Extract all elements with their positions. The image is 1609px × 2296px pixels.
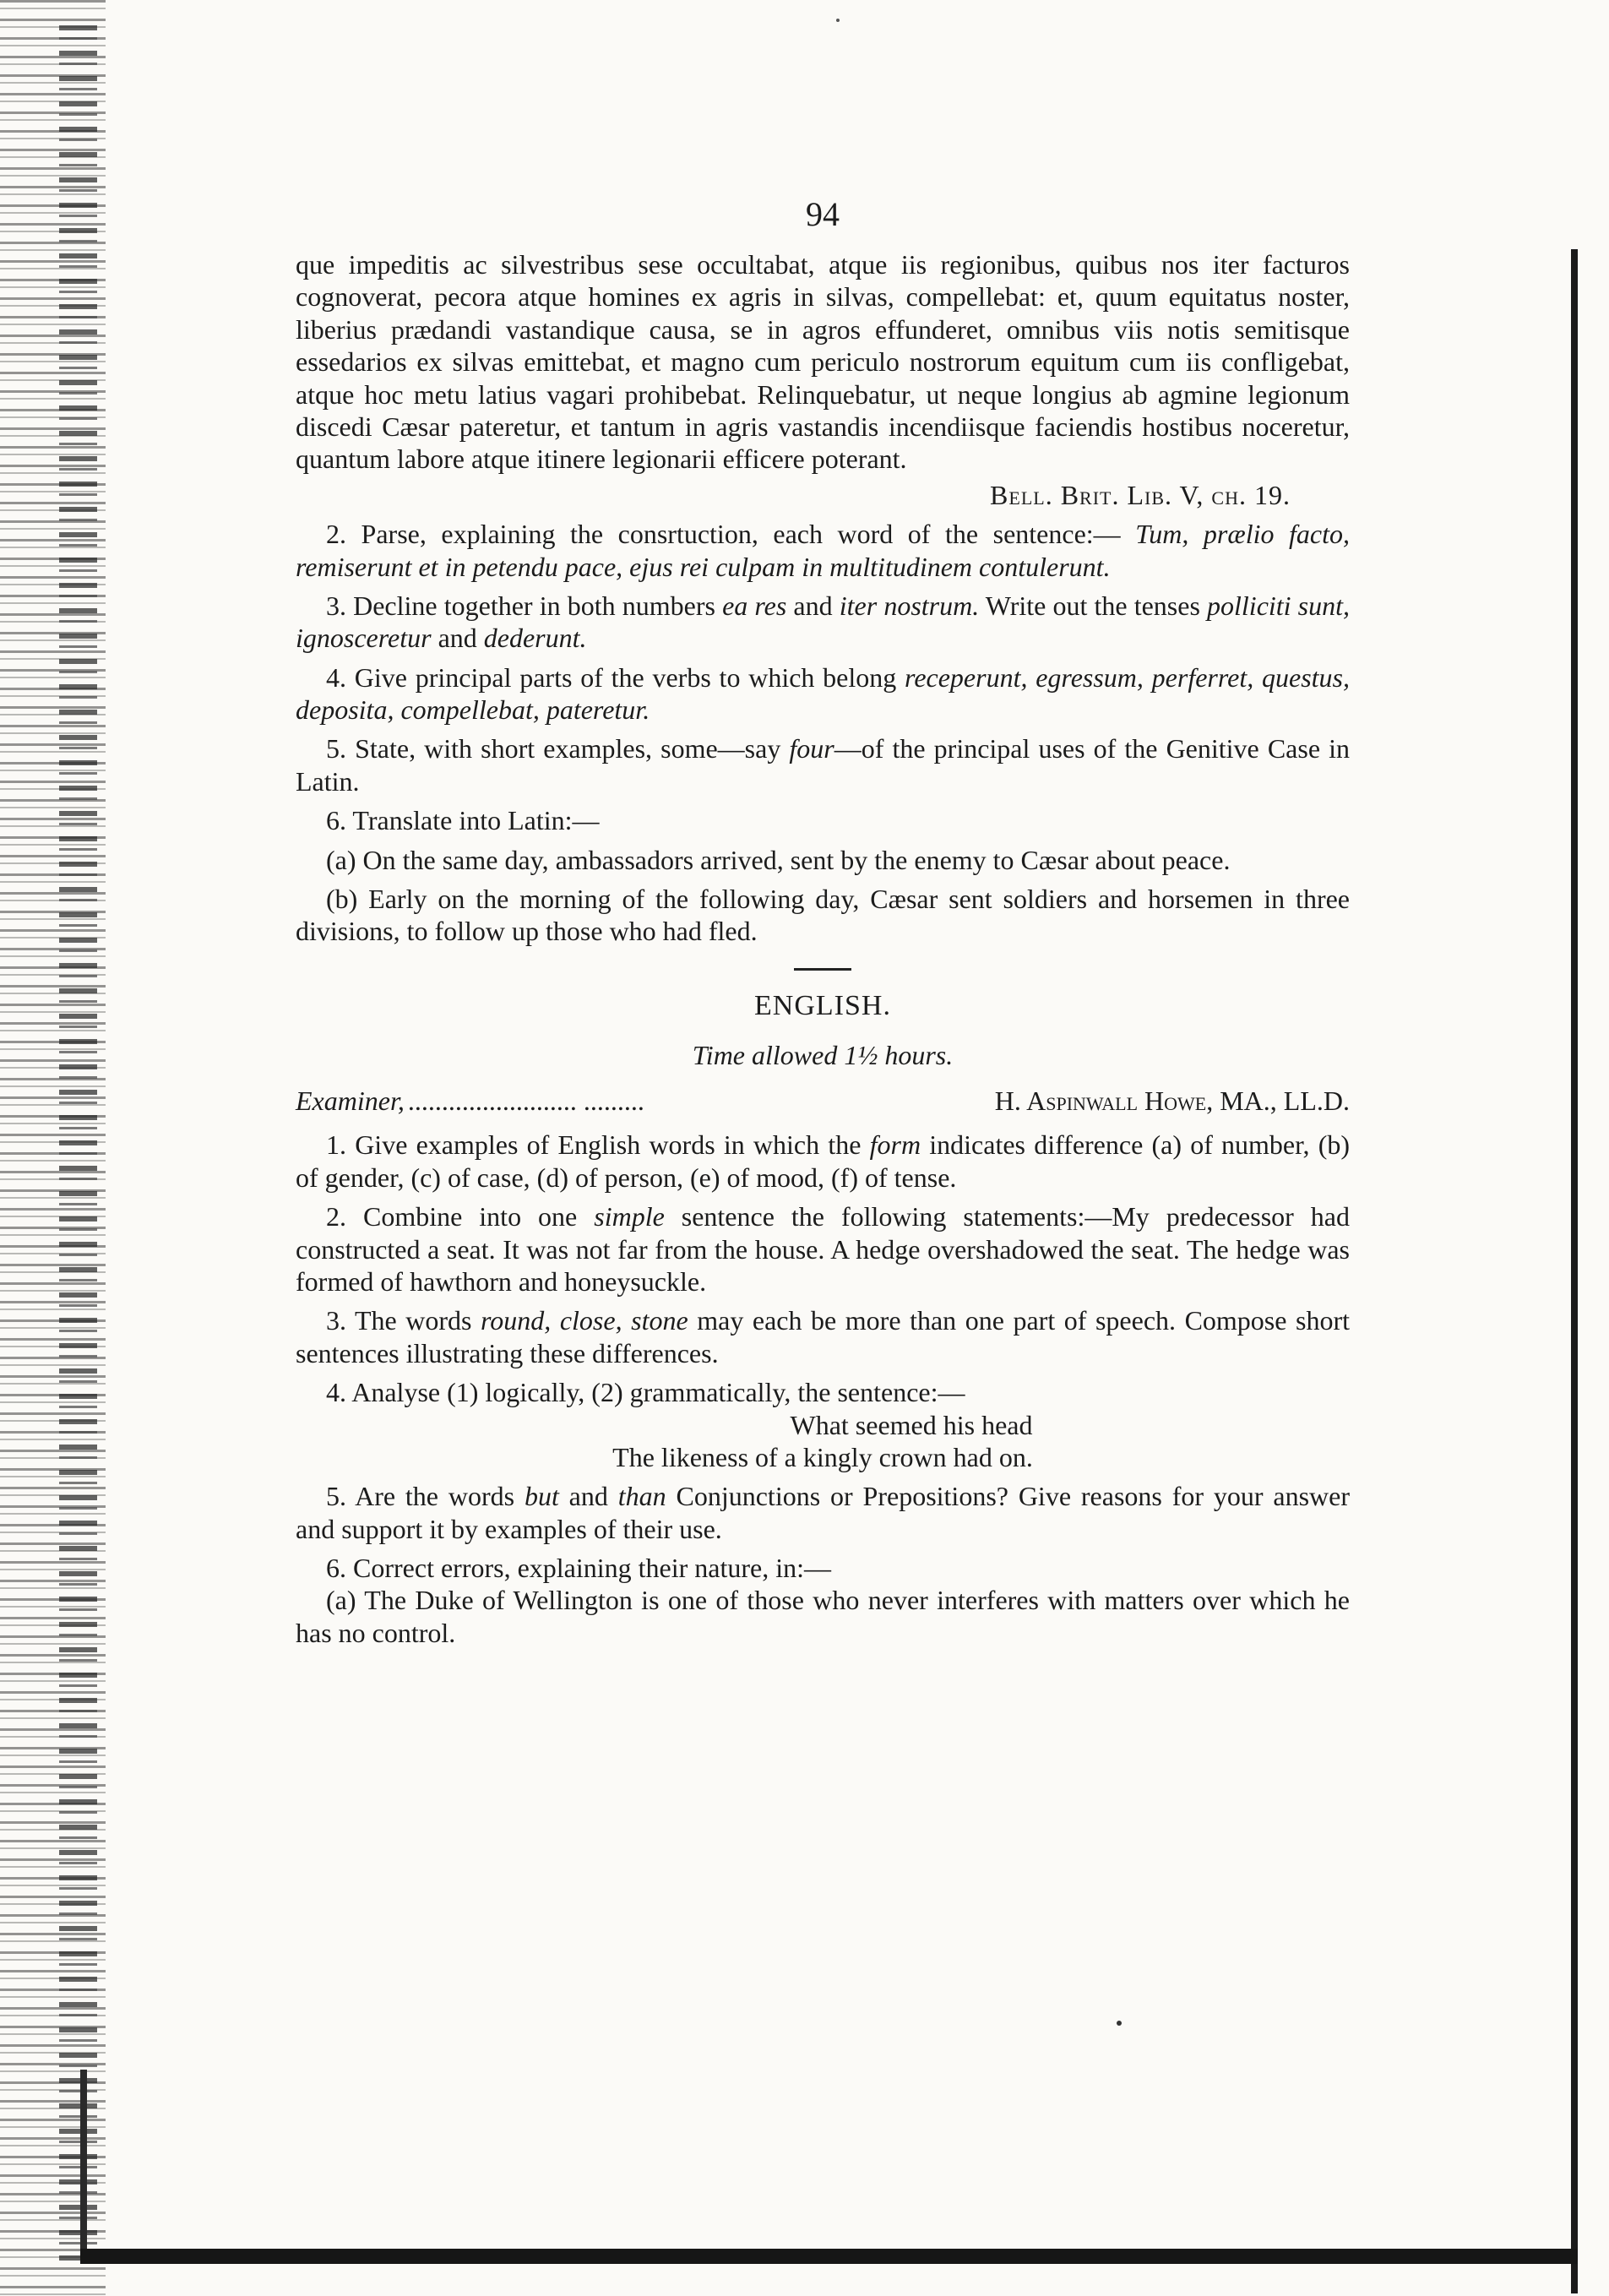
emphasis: form — [869, 1129, 921, 1161]
question-text: 4. Give principal parts of the verbs to which belong — [326, 661, 905, 693]
latin-question-4 — [296, 661, 1350, 726]
english-question-2 — [296, 1200, 1350, 1298]
print-speck — [836, 19, 840, 22]
latin-term: polliciti sunt, ignosceretur — [296, 590, 1351, 654]
question-text: 1. Give examples of English words in which the — [326, 1129, 870, 1161]
question-text: 2. Combine into one — [326, 1201, 595, 1232]
question-text: and — [786, 590, 840, 621]
latin-sentence: Tum, prælio facto, remiserunt et in petendu pace, ejus rei culpam in multitudinem contulerunt. — [296, 519, 1351, 582]
verse-line-2: The likeness of a kingly crown had on. — [612, 1441, 1033, 1472]
english-question-1 — [296, 1129, 1350, 1194]
question-text: —of the principal uses of the Genitive Case in Latin. — [296, 733, 1351, 797]
emphasis: round, close, stone — [481, 1305, 688, 1336]
page-content — [296, 194, 1350, 1649]
english-question-3 — [296, 1304, 1350, 1369]
english-question-5 — [296, 1480, 1350, 1545]
examiner-label: Examiner, — [296, 1085, 405, 1116]
page-bottom-border — [80, 2249, 1578, 2264]
question-text: 5. Are the words — [326, 1481, 525, 1512]
question-text: sentence the following statements:—My predecessor had constructed a seat. It was not far from the house. A hedge overshadowed the seat. The hedge was formed of hawthorn and honeysuckle. — [296, 1201, 1351, 1297]
question-text: Write out the tenses — [979, 590, 1208, 621]
latin-term: ea res — [722, 590, 787, 621]
latin-term: iter nostrum. — [839, 590, 980, 621]
question-text: 3. Decline together in both numbers — [326, 590, 723, 621]
page-right-border — [1571, 249, 1578, 2293]
section-title: ENGLISH. — [754, 989, 891, 1021]
section-divider — [794, 968, 851, 971]
question-text: and — [431, 623, 484, 654]
question-text: Conjunctions or Prepositions? Give reasons for your answer and support it by examples of their use. — [296, 1481, 1351, 1544]
latin-term: dederunt. — [483, 623, 587, 654]
english-question-6: 6. Correct errors, explaining their nature, in:— — [326, 1553, 832, 1584]
english-question-6a: (a) The Duke of Wellington is one of those who never interferes with matters over which he has no control. — [296, 1585, 1350, 1648]
latin-question-3 — [296, 590, 1350, 655]
latin-question-6b: (b) Early on the morning of the following day, Cæsar sent soldiers and horsemen in three divisions, to follow up those who had fled. — [296, 884, 1350, 947]
examiner-name: H. Aspinwall Howe, MA., LL.D. — [994, 1085, 1350, 1116]
question-text: 5. State, with short examples, some—say — [326, 733, 790, 764]
passage-reference: Bell. Brit. Lib. V, ch. 19. — [990, 479, 1291, 510]
emphasis: simple — [594, 1201, 665, 1232]
leader-dots: ......................... ......... — [407, 1085, 644, 1116]
question-text: and — [558, 1481, 618, 1512]
emphasis: four — [789, 733, 834, 764]
emphasis: than — [617, 1481, 666, 1512]
page-number: 94 — [806, 195, 840, 233]
question-text: indicates difference (a) of number, (b) of gender, (c) of case, (d) of person, (e) of mood, (f) of tense. — [296, 1129, 1351, 1193]
english-question-4: 4. Analyse (1) logically, (2) grammatically, the sentence:— — [326, 1377, 965, 1408]
question-text: 3. The words — [326, 1305, 481, 1336]
examiner-line — [296, 1085, 1350, 1117]
verse-line-1: What seemed his head — [790, 1409, 1033, 1440]
print-speck — [1117, 2021, 1122, 2026]
page-left-border — [80, 2070, 87, 2255]
question-text: may each be more than one part of speech. Compose short sentences illustrating these differences. — [296, 1305, 1351, 1368]
latin-question-6: 6. Translate into Latin:— — [326, 805, 600, 836]
latin-question-6a: (a) On the same day, ambassadors arrived, sent by the enemy to Cæsar about peace. — [326, 844, 1231, 875]
latin-question-2 — [296, 518, 1350, 583]
latin-term: receperunt, egressum, perferret, questus, deposita, compellebat, pateretur. — [296, 661, 1351, 726]
latin-passage: que impeditis ac silvestribus sese occultabat, atque iis regionibus, quibus nos iter facturos cognoverat, pecora atque homines ex agris in silvas, compellebat: et, quum equitatus noster, liberius prædandi vastandique causa, se in agros effunderet, omnibus viis notis semitisque essedarios ex silvas emittebat, et magno cum periculo nostrorum equitum cum iis confligebat, atque hoc metu latius vagari prohibebat. Relinquebatur, ut neque longius ab agmine legionum discedi Cæsar pateretur, et tantum in agris vastandis incendiisque faciendis hostibus noceretur, quantum labore atque itinere legionarii efficere poterant. — [296, 249, 1350, 475]
question-text: 2. Parse, explaining the consrtuction, each word of the sentence:— — [326, 519, 1121, 550]
latin-question-5 — [296, 732, 1350, 797]
emphasis: but — [524, 1481, 559, 1512]
binding-shadow — [59, 25, 97, 2264]
time-allowed: Time allowed 1½ hours. — [692, 1039, 954, 1070]
